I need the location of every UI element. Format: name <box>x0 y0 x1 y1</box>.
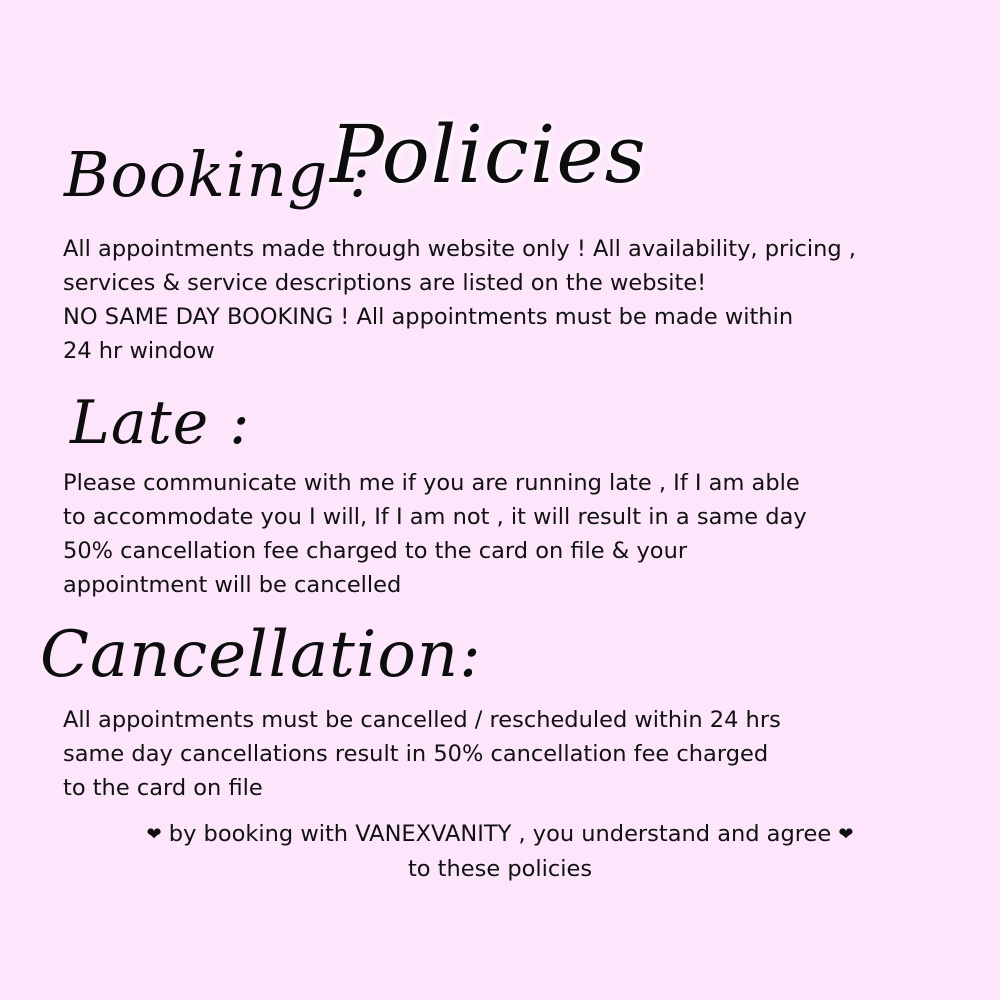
heart-icon: ❤ <box>146 824 162 845</box>
policies-heading: Policies <box>330 108 647 201</box>
agreement-line-2: to these policies <box>407 856 593 882</box>
heart-icon: ❤ <box>838 824 854 845</box>
booking-heading: Booking : <box>64 138 371 211</box>
agreement-text: by booking with VANEXVANITY , you understand and agree <box>168 821 832 847</box>
agreement-footer <box>60 817 940 886</box>
booking-policy-text: All appointments made through website only ! All availability, pricing , services & service descriptions are listed on the website! NO SAME DAY BOOKING ! All appointments must be made within 24 hr window <box>63 236 856 364</box>
agreement-line-1 <box>60 817 940 852</box>
cancellation-policy-text: All appointments must be cancelled / rescheduled within 24 hrs same day cancellations result in 50% cancellation fee charged to the card on file <box>63 707 781 801</box>
late-heading: Late : <box>70 388 251 458</box>
late-policy-text: Please communicate with me if you are running late , If I am able to accommodate you I will, If I am not , it will result in a same day 50% cancellation fee charged to the card on file & your appointment will be cancelled <box>63 470 807 598</box>
cancellation-heading: Cancellation: <box>40 618 482 692</box>
